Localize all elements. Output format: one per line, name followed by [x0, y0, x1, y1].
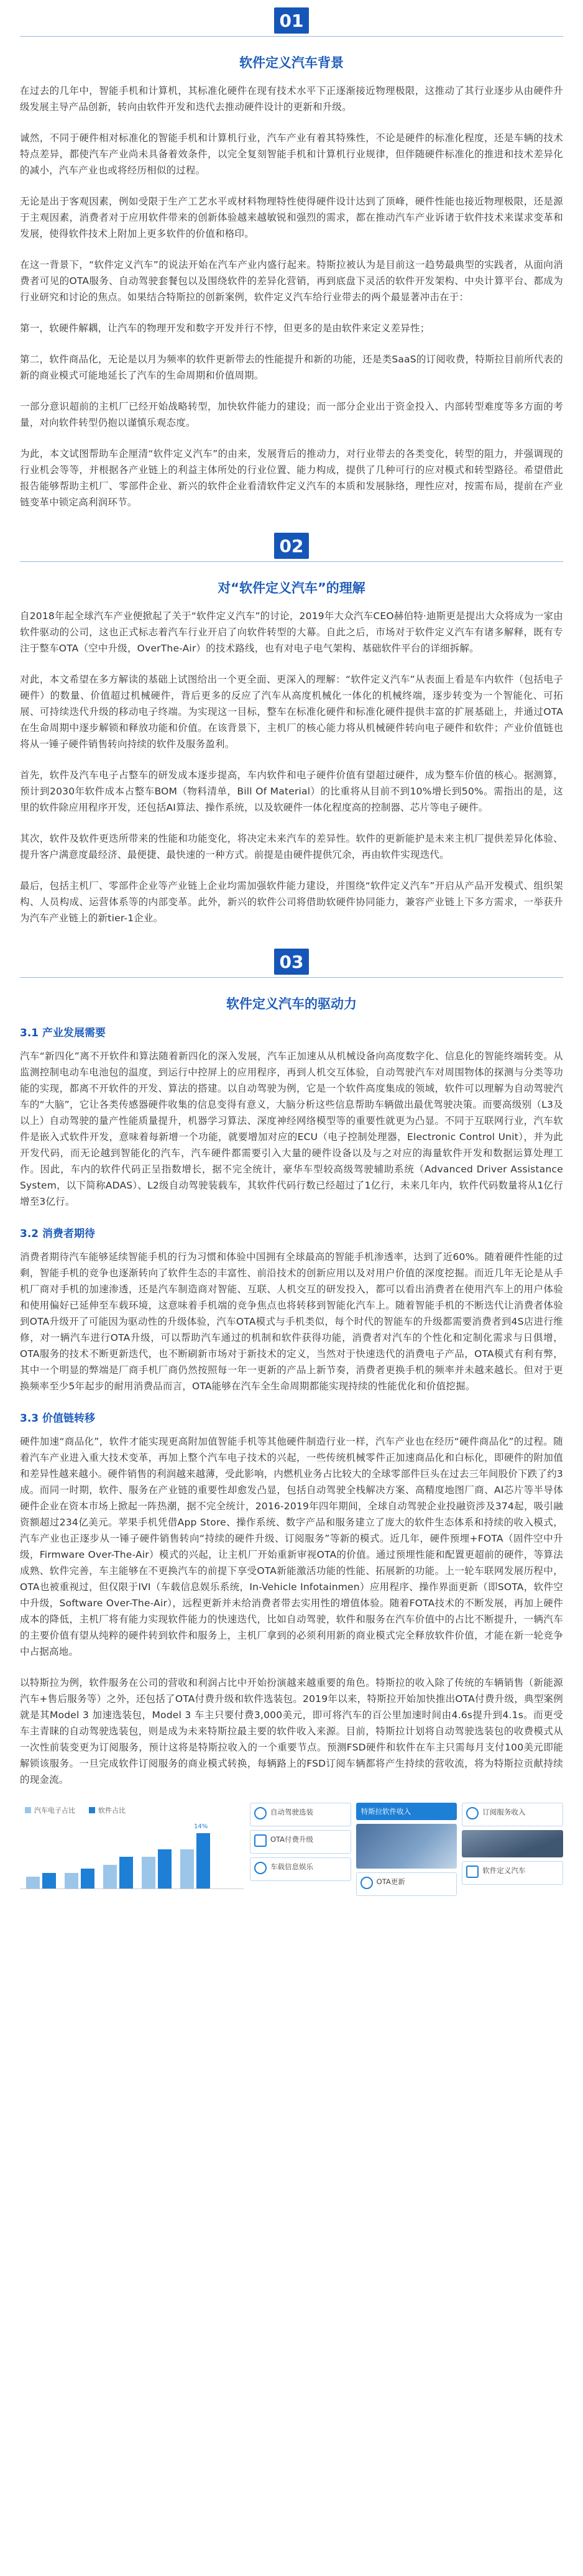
- screen-icon: [254, 1862, 267, 1874]
- info-text: 自动驾驶选装: [270, 1808, 313, 1816]
- paragraph: 其次，软件及软件更迭所带来的性能和功能变化，将决定未来汽车的差异性。软件的更新能护是未来主机厂提供差异化体验、提升客户满意度最经济、最便捷、最快速的一种方式。前提是由硬件提供冗余，再由软件实现迭代。: [20, 833, 563, 860]
- paragraph: 一部分意识超前的主机厂已经开始战略转型，加快软件能力的建设；而一部分企业出于资金投入、内部转型难度等多方面的考量，对向软件转型仍抱以谨慎乐观态度。: [20, 401, 563, 428]
- subscription-icon: [466, 1807, 479, 1819]
- legend-label: 汽车电子占比: [34, 1806, 75, 1815]
- info-card: [250, 1803, 351, 1826]
- info-text: 订阅服务收入: [482, 1808, 526, 1816]
- bar-group: [180, 1820, 210, 1888]
- section-3-number: 03: [274, 949, 309, 975]
- section-1-title: 软件定义汽车背景: [239, 55, 344, 70]
- bar-chart: [20, 1803, 244, 1896]
- legend-label: 软件占比: [98, 1806, 126, 1815]
- info-card: [462, 1861, 563, 1885]
- legend-swatch: [89, 1807, 95, 1813]
- paragraph: 诚然，不同于硬件相对标准化的智能手机和计算机行业，汽车产业有着其特殊性，不论是硬件的标准化程度，还是车辆的技术特点差异，都使汽车产业尚未具备着效条件，以完全复刻智能手机和计算机行业规律，但伴随硬件标准化的推进和技术差异化的减小，汽车产业也或将经历相似的过程。: [20, 132, 563, 176]
- paragraph: 第一，软硬件解耦，让汽车的物理开发和数字开发并行不悖，但更多的是由软件来定义差异性；: [20, 323, 430, 334]
- paragraph: 汽车“新四化”离不开软件和算法随着新四化的深入发展，汽车正加速从从机械设备向高度数字化、信息化的智能终端转变。从监测控制电动车电池包的温度，到运行中控屏上的应用程序，再到人机交互体验，自动驾驶汽车对周围物体的探测与分类等功能的实现，都离不开软件的开发、算法的搭建。以自动驾驶为例，它是一个软件高度集成的领域，软件可以理解为自动驾驶汽车的“大脑”，它让各类传感器硬件收集的信息变得有意义，大脑分析这些信息帮助车辆做出最优驾驶决策。而要高级别（L3及以上）自动驾驶的量产性能质量提升，机器学习算法、深度神经网络模型等的重要性就更为凸显。不同于互联网行业，汽车软件是嵌入式软件开发，意味着每新增一个功能，就要增加对应的ECU（电子控制处理器，Electronic Control Unit），并为此开发代码，而无论越到智能化的汽车，汽车硬件都需要引入大量的硬件设备以及与之对应的海量软件开发和数据运算处理工作。因此，车内的软件代码正呈指数增长，据不完全统计，豪华车型较高级驾驶辅助系统（Advanced Driver Assistance System，以下简称ADAS）、L2级自动驾驶装载车，其软件代码行数已经超过了1亿行，未来几年内，软件代码数量将从1亿行增至3亿行。: [20, 1051, 563, 1207]
- bar-group: [142, 1820, 172, 1888]
- divider: [20, 977, 563, 978]
- bar: [65, 1873, 78, 1888]
- paragraph: 自2018年起全球汽车产业便掀起了关于“软件定义汽车”的讨论，2019年大众汽车CEO赫伯特·迪斯更是提出大众将成为一家由软件驱动的公司，这也正式标志着汽车行业开启了向软件转型的大幕。自此之后，市场对于软件定义汽车有诸多解释，既有专注于整车OTA（空中升级，OverThe-Air）的技术路线，也有对电子电气架构、基础软件平台的详细拆解。: [20, 610, 563, 654]
- info-card: [250, 1830, 351, 1854]
- paragraph: 消费者期待汽车能够延续智能手机的行为习惯和体验中国拥有全球最高的智能手机渗透率，达到了近60%。随着硬件性能的过剩，智能手机的竞争也逐渐转向了软件生态的丰富性、前沿技术的创新应用以及对用户价值的深度挖掘。而近几年无论是从手机厂商对手机的加速渗透，还是汽车制造商对智能、互联、人机交互的研发投入，都可以看出消费者在使用汽车上的用户体验和使用偏好已延伸至车载环境，这意味着手机端的竞争焦点也将转移到智能化汽车上。随着智能手机的不断迭代让消费者体验到OTA升级开了可能因为驱动性的升级体验，汽车OTA模式与手机类似，每个时代的智能车的升级都需要消费者到4S店进行维修，对一辆汽车进行OTA升级，可以帮助汽车通过的机制和软件获得功能，消费者对汽车的个性化和定制化需求与日俱增，OTA服务的技术不断更新迭代，也不断刷新市场对于新技术的定义，当然对于快速迭代的消费电子产品，OTA模式有利有弊，其中一个明显的弊端是厂商手机厂商仍然按照每一年一更新的产品上新节奏，消费者更换手机的频率并未越来越长。但对于更换频率至少5年起步的耐用消费品而言，OTA能够在汽车全生命周期都能实现持续的性能优化和价值挖掘。: [20, 1251, 563, 1392]
- section-number-wrap: [20, 941, 563, 975]
- bar: [180, 1849, 194, 1888]
- legend-swatch: [25, 1807, 31, 1813]
- info-column: [462, 1803, 563, 1896]
- paragraph: 第二，软件商品化，无论是以月为频率的软件更新带去的性能提升和新的功能，还是类SaaS的订阅收费，特斯拉目前所代表的新的商业模式可能地延长了汽车的生命周期和价值周期。: [20, 354, 563, 381]
- bar: [119, 1857, 133, 1888]
- paragraph: 首先，软件及汽车电子占整车的研发成本逐步提高，车内软件和电子硬件价值有望超过硬件，成为整车价值的核心。据测算，预计到2030年软件成本占整车BOM（物料清单，Bill Of Material）的比重将从目前不到10%增长到50%。需指出的是，这里的软件除应用程序开发，还包括AI算法、操作系统，以及软硬件一体化程度高的控制器、芯片等电子硬件。: [20, 770, 563, 813]
- bar: [158, 1849, 172, 1888]
- subsection-title: 3.3 价值链转移: [20, 1412, 96, 1425]
- bar-group: [26, 1820, 56, 1888]
- info-text: OTA更新: [376, 1877, 405, 1886]
- paragraph: 在过去的几年中，智能手机和计算机，其标准化硬件在现有技术水平下正逐渐接近物理极限，这推动了其行业逐步从由硬件升级发展主导产品创新，转向由软件开发和迭代去推动硬件设计的更新和升级。: [20, 85, 563, 113]
- wheel-icon: [254, 1807, 267, 1819]
- section-1-number: 01: [274, 7, 309, 34]
- divider: [20, 36, 563, 37]
- section-2-number: 02: [274, 533, 309, 559]
- bar: [42, 1873, 56, 1888]
- bar-value-label: 14%: [194, 1823, 208, 1831]
- paragraph: 为此，本文试图帮助车企厘清“软件定义汽车”的由来，发展背后的推动力，对行业带去的各类变化，转型的阻力，并强调现的行业机会等等，并根据各产业链上的利益主体所处的行业位置、能力构成，提供了几种可行的应对模式和转型路径。希望借此报告能够帮助主机厂、零部件企业、新兴的软件企业看清软件定义汽车的本质和发展脉络，理性应对，按需布局，提前在产业链变革中锁定高利润环节。: [20, 448, 563, 508]
- legend-item: [25, 1805, 75, 1815]
- bar-group: [103, 1820, 133, 1888]
- cloud-icon: [360, 1877, 373, 1889]
- section-3-title: 软件定义汽车的驱动力: [226, 996, 357, 1011]
- chart-legend: [25, 1805, 244, 1815]
- info-card: [356, 1872, 457, 1896]
- info-text: OTA付费升级: [270, 1835, 314, 1844]
- paragraph: 硬件加速“商品化”，软件才能实现更高附加值智能手机等其他硬件制造行业一样，汽车产业也在经历“硬件商品化”的过程。随着汽车产业进入重大技术变革，再加上整个汽车电子技术的兴起，一些传统机械零件正加速商品化和白标化，即硬件的附加值和差异性越来越小。硬件销售的利润越来越薄，受此影响，内燃机业务占比较大的全球零部件巨头在过去三年间股价下跌了约3成。而同一时期，软件、服务在产业链的重要性却愈发凸显，包括自动驾驶全栈解决方案、高精度地图厂商、AI芯片等半导体硬件企业在资本市场上掀起一阵热潮，据不完全统计，2016-2019年四年期间，全球自动驾驶企业投融资涉及374起，吸引融资额超过234亿美元。苹果手机凭借App Store、操作系统、数字产品和服务建立了庞大的软件生态体系和持续的收入模式，汽车产业也正逐步从一锤子硬件销售转向“持续的硬件升级、订阅服务”等新的模式。近几年，硬件预埋+FOTA（固件空中升级，Firmware Over-The-Air）模式的兴起，让主机厂开始重新审视OTA的价值。通过预埋性能和配置更超前的硬件，等算法成熟、软件完善，车主能够在不更换汽车的前提下享受OTA新能激活功能的性能、拓展新的功能。上一轮车联网发展历程中，OTA也被重视过，但仅限于IVI（车载信息娱乐系统，In-Vehicle Infotainmen）应用程序、操作界面更新（即SOTA，软件空中升级，Software Over-The-Air），远程更新并未给消费者带去实用性的增值体验。随着FOTA技术的不断发展，再加上硬件成本的降低，主机厂将有能力实现软件能力的快速迭代，比如自动驾驶，软件和服务在汽车价值中的占比不断提升，一辆汽车的主要价值有望从纯粹的硬件转到软件和服务上，主机厂拿到的必须利用新的商业模式完全释放软件价值，才能在新一轮竞争中占据高地。: [20, 1436, 563, 1657]
- divider: [20, 561, 563, 562]
- info-column: [356, 1803, 457, 1896]
- paragraph: 在这一背景下，“软件定义汽车”的说法开始在汽车产业内盛行起来。特斯拉被认为是目前这一趋势最典型的实践者，从面向消费者可见的OTA服务、自动驾驶套餐包以及围绕软件的差异化营销，再到底盘下灵活的软件开发架构、中央计算平台、都成为行业研究和讨论的焦点。如果结合特斯拉的创新案例，软件定义汽车给行业带去的两个最显著冲击在于：: [20, 259, 563, 303]
- section-number-wrap: [20, 525, 563, 559]
- bars-area: [20, 1820, 244, 1889]
- paragraph: 以特斯拉为例，软件服务在公司的营收和利润占比中开始扮演越来越重要的角色。特斯拉的收入除了传统的车辆销售（新能源汽车+售后服务等）之外，还包括了OTA付费升级和软件选装包。2019年以来，特斯拉开始加快推出OTA付费升级，典型案例就是其Model 3 加速选装包，Model 3 车主只要付费3,000美元，即可将汽车的百公里加速时间由4.6s提升到4.1s。而更受车主青睐的自动驾驶选装包，则是成为未来特斯拉最主要的软件收入来源。目前，特斯拉计划将自动驾驶选装包的收费模式从一次性前装变更为订阅服务，预计这将是特斯拉收入的一个重要节点。预测FSD硬件和软件在车主只需每月支付100美元即能解锁该服务。一旦完成软件订阅服务的商业模式转换，每辆路上的FSD订阅车辆都将产生持续的营收流，将为特斯拉贡献持续的现金流。: [20, 1677, 563, 1785]
- subsection-title: 3.2 消费者期待: [20, 1228, 96, 1240]
- info-column: [250, 1803, 351, 1896]
- car-image: [356, 1824, 457, 1869]
- bar: [81, 1869, 94, 1888]
- section-number-wrap: [20, 0, 563, 34]
- dashboard-image: [462, 1830, 563, 1857]
- legend-item: [89, 1805, 126, 1815]
- bar: [103, 1865, 117, 1888]
- info-card: [250, 1857, 351, 1881]
- section-2-title: 对“软件定义汽车”的理解: [218, 581, 365, 596]
- info-card: [462, 1803, 563, 1826]
- bottom-figure: [20, 1803, 563, 1896]
- info-text: 软件定义汽车: [482, 1866, 526, 1875]
- paragraph: 对此，本文希望在多方解读的基础上试图给出一个更全面、更深入的理解：“软件定义汽车”从表面上看是车内软件（包括电子硬件）的数量、价值超过机械硬件，背后更多的反应了汽车从高度机械化一体化的机械终端，逐步转变为一个智能化、可拓展、可持续迭代升级的移动电子终端。为实现这一目标，整车在标准化硬件和标准化硬件提供丰富的扩展基础上，并通过OTA在生命周期中逐步解锁和释放功能和价值。在该背景下，主机厂的核心能力将从机械硬件转向电子硬件和软件；产业价值链也将从一锤子硬件销售转向持续的软件及服务盈利。: [20, 674, 563, 750]
- bar: [142, 1857, 155, 1888]
- bar: [26, 1877, 40, 1888]
- bar-group: [65, 1820, 94, 1888]
- paragraph: 最后，包括主机厂、零部件企业等产业链上企业均需加强软件能力建设，并围绕“软件定义汽车”开启从产品开发模式、组织架构、人员构成、运营体系等的内部变革。此外，新兴的软件公司将借助软硬件协同能力，兼容产业链上下多方需求，一举获升为汽车产业链上的新tier-1企业。: [20, 880, 563, 924]
- subsection-title: 3.1 产业发展需要: [20, 1027, 106, 1039]
- info-text: 车载信息娱乐: [270, 1862, 313, 1871]
- infographic: [250, 1803, 563, 1896]
- paragraph: 无论是出于客观因素，例如受限于生产工艺水平或材料物理特性使得硬件设计达到了顶峰，硬件性能也接近物理极限，还是源于主观因素，消费者对于应用软件带来的创新体验越来越敏锐和强烈的需求，都在推动汽车产业诉诸于软件技术来谋求变革和发展，使得软件技术上附加上更多软件的价值和格印。: [20, 196, 563, 239]
- bar: [194, 1823, 210, 1888]
- upgrade-icon: [254, 1834, 267, 1847]
- chip-icon: [466, 1865, 479, 1878]
- info-header: 特斯拉软件收入: [356, 1803, 457, 1820]
